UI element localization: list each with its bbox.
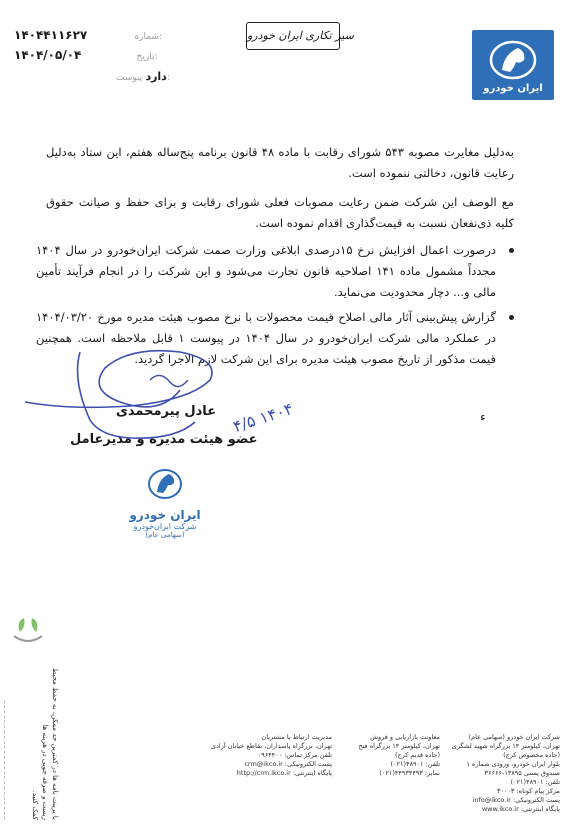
letter-attachment-label: پیوست: [116, 73, 170, 83]
footer-line: تهران، کیلومتر ۱۴ بزرگراه فتح [358, 742, 440, 750]
footer-line: مرکز پیام کوتاه: ۳۰۰۰۳ [496, 787, 560, 795]
footer-line: پایگاه اینترنتی: http://crm.ikco.ir [236, 769, 332, 777]
signer-title: عضو هیئت مدیره و مدیرعامل [70, 432, 258, 447]
company-logo [472, 30, 554, 100]
letter-date-value: ۱۴۰۴/۰۵/۰۴ [14, 48, 82, 62]
letter-number [14, 28, 162, 42]
footer-line: شرکت ایران خودرو (سهامی عام) [468, 733, 560, 741]
horse-head-icon [145, 464, 185, 504]
eco-side-note [20, 650, 60, 820]
footer-line: معاونت بازاریابی و فروش [370, 733, 440, 741]
letter-number-value: ۱۴۰۴۴۱۱۶۲۷ [14, 28, 88, 42]
footer-sales [340, 733, 440, 778]
paragraph-1: به‌دلیل مغایرت مصوبه ۵۴۳ شورای رقابت با ماده ۴۸ قانون برنامه پنج‌ساله هفتم، این ستاد به‌دلیل رعایت قانون، دخالتی ننموده است. [46, 145, 514, 180]
bullet-icon [509, 248, 514, 253]
logo-text: ایران خودرو [483, 83, 543, 94]
footer-line: (جاده مخصوص کرج) [503, 751, 560, 759]
eco-side-note-line-2: کمک کنید. [31, 790, 39, 820]
footer-line: پست الکترونیکی: info@ikco.ir [472, 796, 560, 804]
letter-attachment [90, 70, 170, 83]
footer-headquarters [450, 733, 560, 814]
bullet-item-1-text: درصورت اعمال افزایش نرخ ۱۵درصدی ابلاغی وزارت صمت شرکت ایران‌خودرو در سال ۱۴۰۴ مجدداً مشمول ماده ۱۴۱ اصلاحیه قانون تجارت می‌شود و این شرکت را در انجام فرآیند تأمین مالی و... دچار محدودیت می‌نماید. [36, 243, 497, 299]
footer-line: تهران، بزرگراه پاسداران، تقاطع خیابان آزادی [210, 742, 332, 750]
company-stamp [120, 464, 210, 539]
bullet-item-2-text: گزارش پیش‌بینی آثار مالی اصلاح قیمت محصولات با نرخ مصوب هیئت مدیره مورخ ۱۴۰۴/۰۳/۲۰ در عملکرد مالی شرکت ایران‌خودرو در سال ۱۴۰۴ در پیوست ۱ قابل ملاحظه است. همچنین قیمت مذکور از تاریخ مصوب هیئت مدیره برای این شرکت لازم الاجرا گردید. [36, 310, 497, 366]
paragraph-2: مع الوصف این شرکت ضمن رعایت مصوبات فعلی شورای رقابت و برای حفظ و صیانت حقوق کلیه ذی‌نفعان نسبت به قیمت‌گذاری اقدام نموده است. [46, 195, 514, 230]
letter-date-label: تاریخ: [136, 52, 158, 62]
calligraphy-header: سیر تکاری ایران خودرو [246, 22, 340, 50]
footer-line: تلفن: ۴۸۹۰۱(۰۲۱) [390, 760, 440, 768]
footer-line: بلوار ایران خودرو، ورودی شماره ۱ [466, 760, 560, 768]
footer-line: صندوق پستی ۱۳۸۹۵-۳۶۶۶۶ [484, 769, 560, 777]
footer-line: تلفن: ۴۸۹۰۱(۰۲۱) [510, 778, 560, 786]
horse-head-icon [472, 34, 554, 86]
page-mark: ء [480, 410, 486, 424]
letter-attachment-value: دارد [145, 70, 167, 83]
footer-line: تهران، کیلومتر ۱۴ بزرگراه شهید لشگری [451, 742, 560, 750]
footer-line: پایگاه اینترنتی: www.ikco.ir [481, 805, 560, 813]
recycle-hands-icon [10, 612, 46, 646]
handwritten-date: ۴/۵ ۱۴۰۴ [230, 398, 296, 437]
signer-name: عادل پیرمحمدی [116, 404, 217, 419]
letter-date [14, 48, 158, 62]
footer-crm [212, 733, 332, 778]
footer-line: نمابر: ۴۴۹۳۴۴۹۳(۰۲۱) [379, 769, 440, 777]
side-divider [4, 700, 15, 820]
footer-line: تلفن مرکز تماس: ۰۹۶۴۴۰۰ [257, 751, 332, 759]
stamp-type: (سهامی عام) [145, 531, 185, 539]
bullet-icon [509, 315, 514, 320]
stamp-company: شرکت ایران‌خودرو [133, 522, 197, 531]
bullet-item-1 [36, 240, 514, 303]
letter-number-label: شماره: [134, 32, 163, 42]
stamp-brand: ایران خودرو [129, 508, 201, 522]
footer-line: مدیریت ارتباط با مشتریان [261, 733, 332, 741]
eco-side-note-line-1: با پرینت نامه ها در کمترین حد ممکن، به حفظ محیط زیست و صرفه جویی در هزینه ها [41, 667, 59, 820]
footer-line: پست الکترونیکی: crm@ikco.ir [244, 760, 332, 768]
footer-line: (جاده قدیم کرج) [394, 751, 440, 759]
